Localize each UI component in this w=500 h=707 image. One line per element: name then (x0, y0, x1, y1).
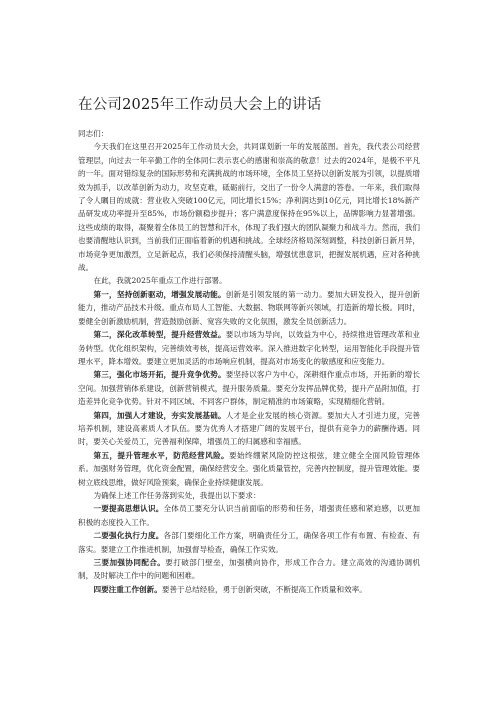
salutation: 同志们： (78, 129, 109, 138)
deployment-intro (78, 274, 420, 287)
paragraph-lead: 第四，加强人才建设，夯实发展基础。 (93, 410, 226, 420)
paragraph-text: 要善于总结经验，勇于创新突破，不断提高工作质量和效率。 (161, 584, 367, 594)
requirements-intro (78, 489, 420, 502)
paragraph-lead: 第五，提升管理水平，防范经营风险。 (93, 450, 230, 460)
paragraph-text: 创新是引领发展的第一动力。要加大研发投入，提升创新能力，推动产品技术升级。重点布局人工智能、大数据、物联网等新兴领域，打造新的增长极。同时，要健全创新激励机制，营造鼓励创新、宽容失败的文化氛围，激发全员创新活力。 (78, 289, 421, 326)
paragraph-text: 今天我们在这里召开2025年工作动员大会，共同谋划新一年的发展蓝图。首先，我代表公司经营管理层，向过去一年辛勤工作的全体同仁表示衷心的感谢和崇高的敬意！过去的2024年，是极不平凡的一年。面对错综复杂的国际形势和充满挑战的市场环境，全体员工坚持以创新发展为引领，以提质增效为抓手，以改革创新为动力，攻坚克难，砥砺前行，交出了一份令人满意的答卷。一年来，我们取得了令人瞩目的成就：营业收入突破100亿元，同比增长15%；净利润达到10亿元，同比增长18%新产品研发成功率提升至85%，市场份额稳步提升；客户满意度保持在95%以上，品牌影响力显著增强。这些成绩的取得，凝聚着全体员工的智慧和汗水，体现了我们强大的团队凝聚力和战斗力。然而，我们也要清醒地认识到，当前我们正面临着新的机遇和挑战。全球经济格局深刻调整，科技创新日新月异，市场竞争更加激烈，立足新起点，我们必须保持清醒头脑，增强忧患意识，把握发展机遇，应对各种挑战。 (78, 142, 420, 273)
task-paragraph-3 (78, 368, 420, 408)
requirement-1 (78, 502, 420, 529)
paragraph-text: 要坚持以客户为中心，深耕细作重点市场，开拓新的增长空间。加强营销体系建设，创新营销模式，提升服务质量。要充分发挥品牌优势，提升产品附加值，打造差异化竞争优势。针对不同区域、不同客户群体，制定精准的市场策略，实现精细化营销。 (78, 370, 421, 407)
task-paragraph-1 (78, 288, 420, 328)
paragraph-text: 要打破部门壁垒，加强横向协作，形成工作合力。建立高效的沟通协调机制，及时解决工作中的问题和困难。 (78, 558, 421, 581)
paragraph-text: 在此，我就2025年重点工作进行部署。 (93, 276, 227, 286)
task-paragraph-2 (78, 328, 420, 368)
task-paragraph-4 (78, 409, 420, 449)
paragraph-lead: 三要加强协同配合。 (93, 558, 166, 567)
requirement-4 (78, 583, 420, 596)
paragraph-text: 人才是企业发展的核心资源。要加大人才引进力度，完善培养机制，建设高素质人才队伍。要为优秀人才搭建广阔的发展平台，提供有竞争力的薪酬待遇。同时，要关心关爱员工，完善福利保障，增强员工的归属感和幸福感。 (78, 410, 421, 447)
paragraph-lead: 二要强化执行力度。 (93, 531, 164, 541)
paragraph-text: 为确保上述工作任务落到实处，我提出以下要求： (93, 490, 261, 500)
paragraph-text: 各部门要细化工作方案，明确责任分工，确保各项工作有布置、有检查、有落实。要建立工作推进机制，加强督导检查，确保工作实效。 (78, 531, 421, 554)
paragraph-text: 要始终绷紧风险防控这根弦，建立健全全面风险管理体系。加强财务管理，优化资金配置，确保经营安全。强化质量管控，完善内控制度，提升管理效能。要树立底线思维，做好风险预案，确保企业持续健康发展。 (78, 450, 421, 487)
paragraph-text: 全体员工要充分认识当前面临的形势和任务，增强责任感和紧迫感，以更加积极的态度投入工作。 (78, 504, 421, 527)
document-body (78, 127, 420, 596)
requirement-2 (78, 529, 420, 556)
paragraph-lead: 第一，坚持创新驱动，增强发展动能。 (93, 289, 226, 299)
paragraph-text: 要以市场为导向，以效益为中心，持续推进管理改革和业务转型。优化组织架构，完善绩效考核，提高运营效率。深入推进数字化转型，运用智能化手段提升管理水平，降本增效。要建立更加灵活的市场响应机制，提高对市场变化的敏感度和应变能力。 (78, 330, 421, 366)
paragraph-lead: 一要提高思想认识。 (93, 504, 164, 514)
paragraph-lead: 第三，强化市场开拓，提升竞争优势。 (93, 370, 226, 380)
paragraph-lead: 第二，深化改革转型，提升经营效益。 (93, 330, 226, 340)
requirement-3 (78, 556, 420, 583)
paragraph-lead: 四要注重工作创新。 (93, 584, 162, 594)
document-title: 在公司2025年工作动员大会上的讲话 (78, 97, 322, 113)
opening-paragraph (78, 140, 420, 274)
task-paragraph-5 (78, 449, 420, 489)
